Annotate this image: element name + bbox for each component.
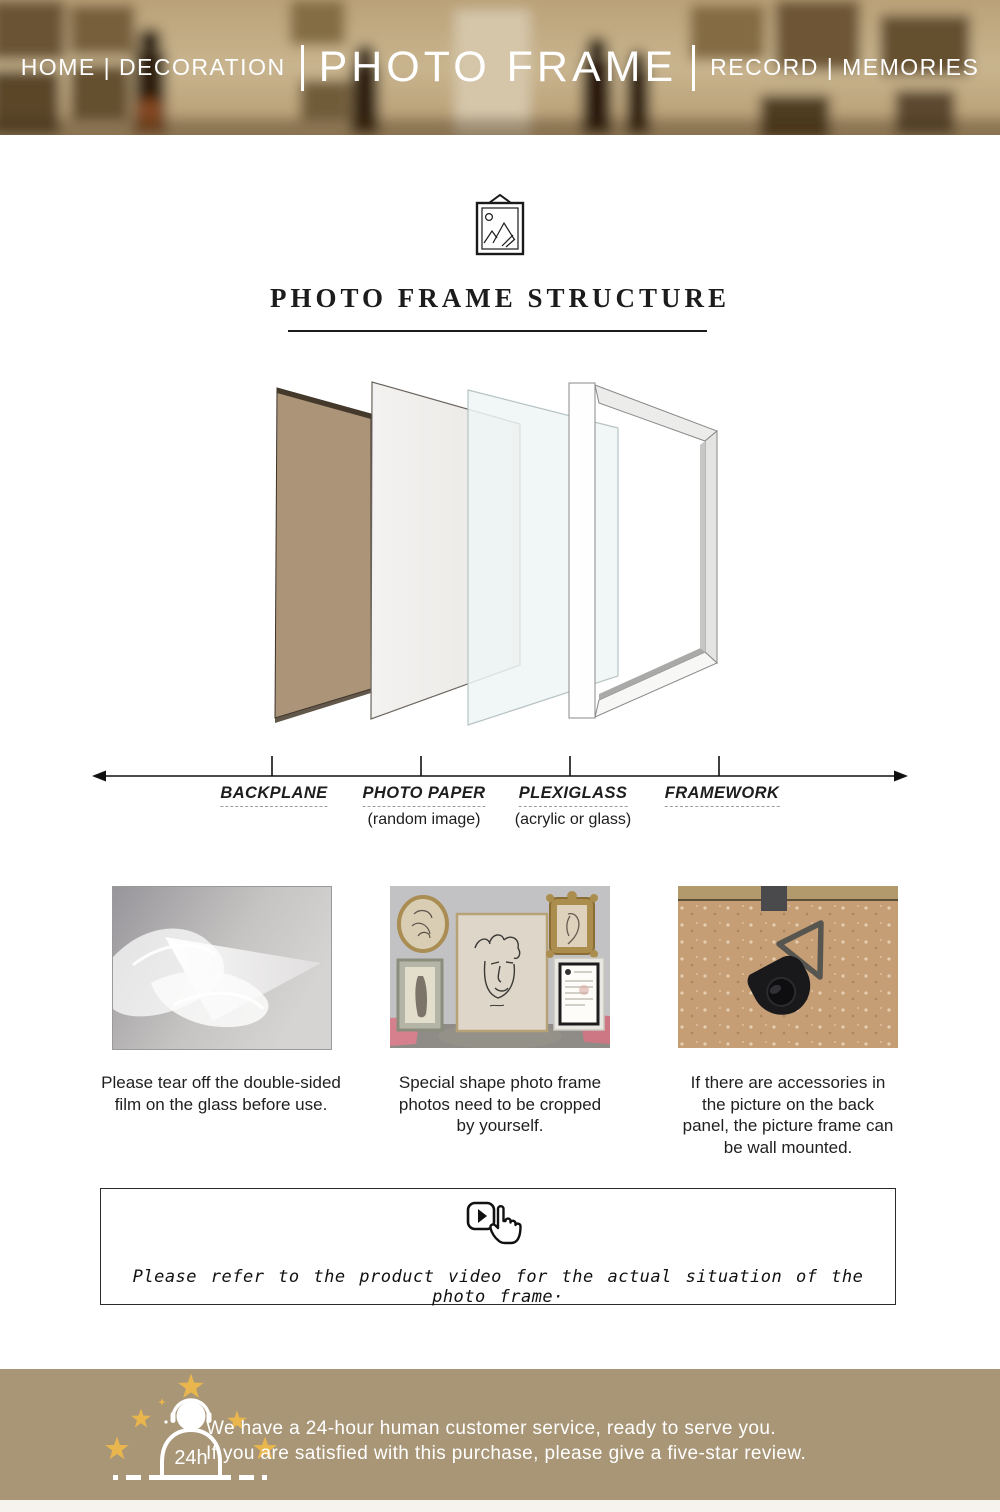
photo-frame-icon bbox=[475, 194, 525, 256]
bottom-strip bbox=[0, 1500, 1000, 1512]
layer-label-photo-paper: PHOTO PAPER bbox=[363, 784, 486, 807]
layer-sublabel-plexiglass: (acrylic or glass) bbox=[514, 811, 632, 828]
heading-underline bbox=[288, 330, 707, 332]
gallery-wall-image bbox=[390, 886, 610, 1048]
banner-title-row bbox=[0, 0, 1000, 135]
back-panel-image bbox=[678, 886, 898, 1048]
layer-sublabel-photo-paper: (random image) bbox=[367, 811, 481, 828]
banner-main-title: PHOTO FRAME bbox=[318, 43, 678, 91]
tip-photo-gallery bbox=[390, 886, 610, 1048]
video-notice-text: Please refer to the product video for the actual situation of the photo frame· bbox=[132, 1267, 864, 1307]
tip-photo-hanger bbox=[678, 886, 898, 1048]
glass-film-image bbox=[113, 887, 331, 1049]
separator-bar bbox=[692, 45, 695, 91]
footer-banner bbox=[0, 1369, 1000, 1500]
backplane-panel bbox=[275, 388, 371, 718]
section-title: PHOTO FRAME STRUCTURE bbox=[269, 283, 731, 313]
banner-left-text: HOME | DECORATION bbox=[20, 54, 286, 80]
footer-line-2: If you are satisfied with this purchase, please give a five-star review. bbox=[206, 1443, 807, 1464]
footer-line-1: We have a 24-hour human customer service, ready to serve you. bbox=[206, 1418, 777, 1439]
tip-caption: Please tear off the double-sided film on the glass before use. bbox=[101, 1073, 341, 1114]
footer-text bbox=[206, 1416, 806, 1466]
video-notice-box bbox=[100, 1188, 896, 1305]
agent-head bbox=[177, 1402, 206, 1431]
banner bbox=[0, 0, 1000, 135]
separator-bar bbox=[301, 45, 304, 91]
layer-label-framework: FRAMEWORK bbox=[665, 784, 780, 807]
diagram-axis bbox=[92, 756, 908, 782]
badge-24h: 24h bbox=[174, 1447, 208, 1469]
tip-caption: If there are accessories in the picture on the back panel, the picture frame can be wall mounted. bbox=[682, 1073, 894, 1157]
tip-caption: Special shape photo frame photos need to be cropped by yourself. bbox=[398, 1073, 602, 1135]
banner-right-text: RECORD | MEMORIES bbox=[710, 54, 980, 80]
layer-label-backplane: BACKPLANE bbox=[220, 784, 327, 807]
layer-label-plexiglass: PLEXIGLASS bbox=[519, 784, 628, 807]
frame-structure-diagram bbox=[90, 358, 910, 783]
tip-photo-film bbox=[112, 886, 332, 1050]
framework-panel bbox=[569, 383, 717, 718]
play-video-icon[interactable] bbox=[466, 1197, 530, 1247]
